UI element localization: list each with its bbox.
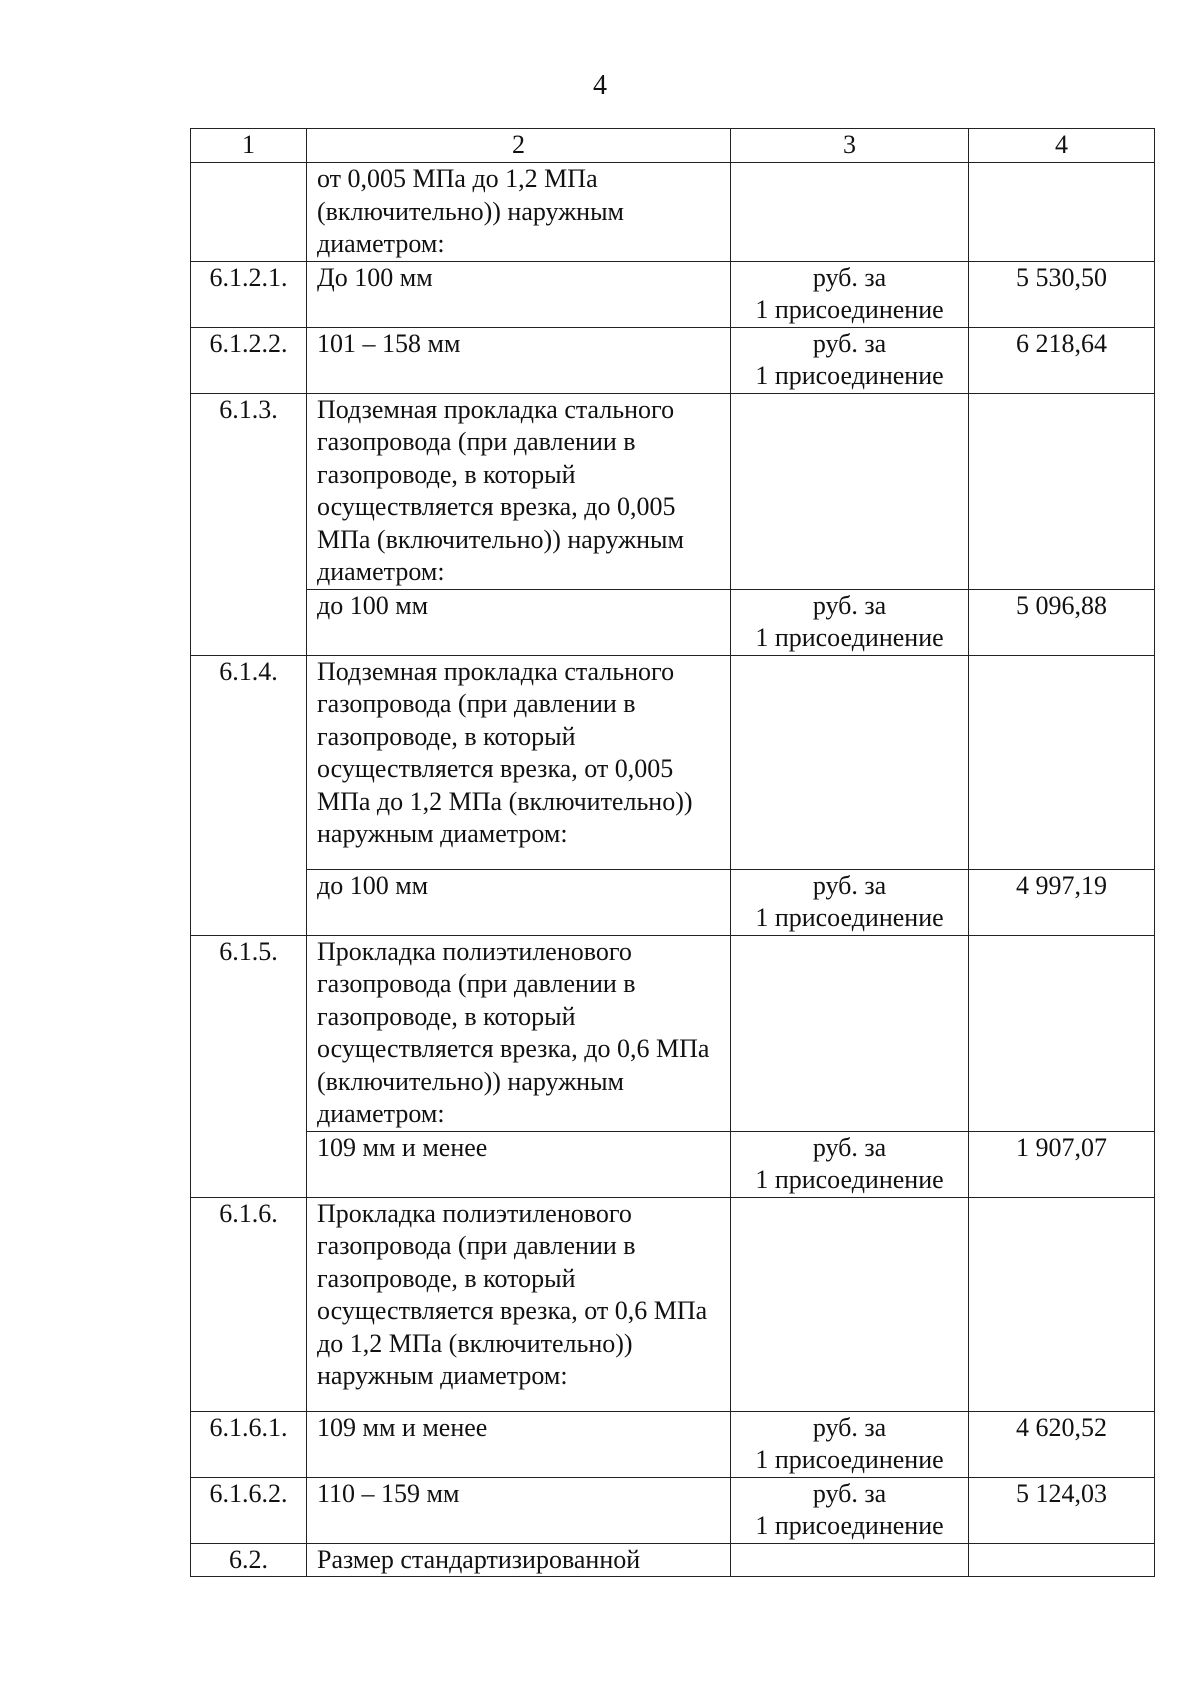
- tariff-table: [190, 128, 1155, 1577]
- table-row: [191, 935, 1155, 1131]
- table-row: [191, 1197, 1155, 1411]
- unit-cell: [731, 1411, 969, 1477]
- unit-line: руб. за: [812, 870, 887, 900]
- column-header-4: 4: [969, 129, 1155, 163]
- table-row: [191, 261, 1155, 327]
- column-header-2: 2: [307, 129, 731, 163]
- item-description: Размер стандартизированной: [307, 1543, 731, 1577]
- table-row: [191, 393, 1155, 589]
- unit-line: 1 присоединение: [755, 903, 944, 932]
- item-description: Подземная прокладка стального газопровода (при давлении в газопроводе, в который осуществляется врезка, от 0,005 МПа до 1,2 МПа (включительно)) наружным диаметром:: [307, 655, 731, 869]
- item-number: 6.1.5.: [191, 935, 307, 1197]
- price-cell: 5 096,88: [969, 589, 1155, 655]
- unit-cell: [731, 1131, 969, 1197]
- unit-line: руб. за: [812, 1132, 887, 1162]
- column-header-1: 1: [191, 129, 307, 163]
- unit-line: руб. за: [812, 262, 887, 292]
- item-number: 6.1.3.: [191, 393, 307, 655]
- item-number: 6.1.2.1.: [191, 261, 307, 327]
- item-number: 6.1.4.: [191, 655, 307, 935]
- unit-line: 1 присоединение: [755, 1165, 944, 1194]
- unit-cell: [731, 1477, 969, 1543]
- item-number: 6.1.6.1.: [191, 1411, 307, 1477]
- item-number: 6.2.: [191, 1543, 307, 1577]
- unit-cell: [731, 869, 969, 935]
- unit-cell: [731, 1197, 969, 1411]
- item-description: от 0,005 МПа до 1,2 МПа (включительно)) наружным диаметром:: [307, 163, 731, 262]
- column-header-3: 3: [731, 129, 969, 163]
- table-row: [191, 1477, 1155, 1543]
- price-cell: 1 907,07: [969, 1131, 1155, 1197]
- item-description: 109 мм и менее: [307, 1131, 731, 1197]
- unit-line: 1 присоединение: [755, 623, 944, 652]
- unit-line: 1 присоединение: [755, 1511, 944, 1540]
- item-number: 6.1.6.2.: [191, 1477, 307, 1543]
- unit-line: руб. за: [812, 1412, 887, 1442]
- unit-line: руб. за: [812, 590, 887, 620]
- unit-line: 1 присоединение: [755, 1445, 944, 1474]
- price-cell: 5 530,50: [969, 261, 1155, 327]
- unit-cell: [731, 1543, 969, 1577]
- unit-line: 1 присоединение: [755, 295, 944, 324]
- unit-line: руб. за: [812, 1478, 887, 1508]
- price-cell: [969, 655, 1155, 869]
- unit-line: руб. за: [812, 328, 887, 358]
- item-number: 6.1.6.: [191, 1197, 307, 1411]
- item-description: до 100 мм: [307, 589, 731, 655]
- table-row: [191, 1411, 1155, 1477]
- item-description: Подземная прокладка стального газопровода (при давлении в газопроводе, в который осуществляется врезка, до 0,005 МПа (включительно)) наружным диаметром:: [307, 393, 731, 589]
- price-cell: [969, 393, 1155, 589]
- price-cell: [969, 1543, 1155, 1577]
- item-description: Прокладка полиэтиленового газопровода (при давлении в газопроводе, в который осуществляется врезка, до 0,6 МПа (включительно)) наружным диаметром:: [307, 935, 731, 1131]
- table-row: [191, 589, 1155, 655]
- price-cell: [969, 1197, 1155, 1411]
- table-row: [191, 1131, 1155, 1197]
- page-number: 4: [593, 70, 607, 101]
- unit-cell: [731, 163, 969, 262]
- table-row: [191, 655, 1155, 869]
- unit-cell: [731, 589, 969, 655]
- table-row: [191, 163, 1155, 262]
- unit-cell: [731, 935, 969, 1131]
- unit-cell: [731, 261, 969, 327]
- item-description: Прокладка полиэтиленового газопровода (при давлении в газопроводе, в который осуществляется врезка, от 0,6 МПа до 1,2 МПа (включительно)) наружным диаметром:: [307, 1197, 731, 1411]
- price-cell: [969, 935, 1155, 1131]
- table-row: [191, 869, 1155, 935]
- unit-cell: [731, 327, 969, 393]
- unit-line: 1 присоединение: [755, 361, 944, 390]
- price-cell: [969, 163, 1155, 262]
- item-number: [191, 163, 307, 262]
- item-description: 101 – 158 мм: [307, 327, 731, 393]
- table-row: [191, 1543, 1155, 1577]
- price-cell: 4 620,52: [969, 1411, 1155, 1477]
- unit-cell: [731, 655, 969, 869]
- table-row: [191, 327, 1155, 393]
- table-header-row: [191, 129, 1155, 163]
- price-cell: 6 218,64: [969, 327, 1155, 393]
- price-cell: 4 997,19: [969, 869, 1155, 935]
- price-cell: 5 124,03: [969, 1477, 1155, 1543]
- item-description: До 100 мм: [307, 261, 731, 327]
- item-description: до 100 мм: [307, 869, 731, 935]
- item-description: 109 мм и менее: [307, 1411, 731, 1477]
- item-number: 6.1.2.2.: [191, 327, 307, 393]
- item-description: 110 – 159 мм: [307, 1477, 731, 1543]
- unit-cell: [731, 393, 969, 589]
